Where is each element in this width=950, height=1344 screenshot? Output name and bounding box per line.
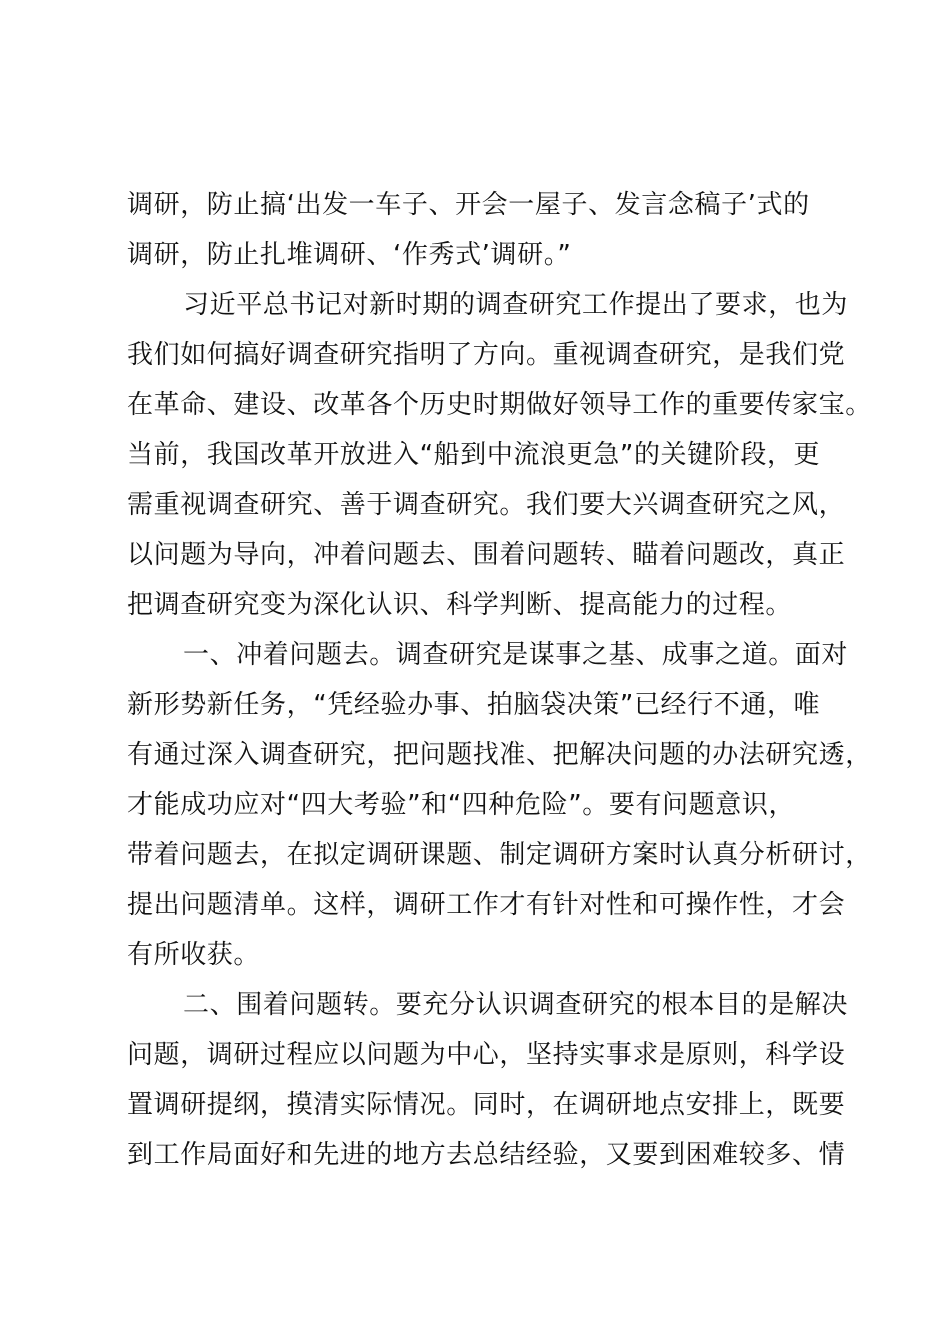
text-line: 才能成功应对“四大考验”和“四种危险”。要有问题意识， <box>127 790 796 820</box>
text-line: 提出问题清单。这样，调研工作才有针对性和可操作性，才会 <box>127 890 846 920</box>
document-body <box>127 180 872 1180</box>
text-line: 需重视调查研究、善于调查研究。我们要大兴调查研究之风， <box>127 490 846 520</box>
text-line: 到工作局面好和先进的地方去总结经验，又要到困难较多、情 <box>127 1140 846 1170</box>
text-line: 问题，调研过程应以问题为中心，坚持实事求是原则，科学设 <box>127 1040 846 1070</box>
text-line: 有所收获。 <box>127 940 261 970</box>
paragraph-start-line: 二、围着问题转。要充分认识调查研究的根本目的是解决 <box>183 990 849 1020</box>
text-line: 调研，防止搞‘出发一车子、开会一屋子、发言念稿子’式的 <box>127 190 810 220</box>
text-line: 在革命、建设、改革各个历史时期做好领导工作的重要传家宝。 <box>127 390 872 420</box>
text-line: 新形势新任务，“凭经验办事、拍脑袋决策”已经行不通，唯 <box>127 690 821 720</box>
text-line: 我们如何搞好调查研究指明了方向。重视调查研究，是我们党 <box>127 340 846 370</box>
text-line: 以问题为导向，冲着问题去、围着问题转、瞄着问题改，真正 <box>127 540 846 570</box>
text-line: 有通过深入调查研究，把问题找准、把解决问题的办法研究透， <box>127 740 872 770</box>
text-line: 带着问题去，在拟定调研课题、制定调研方案时认真分析研讨， <box>127 840 872 870</box>
text-line: 把调查研究变为深化认识、科学判断、提高能力的过程。 <box>127 590 793 620</box>
text-line: 调研，防止扎堆调研、‘作秀式’调研。” <box>127 240 572 270</box>
text-line: 置调研提纲，摸清实际情况。同时，在调研地点安排上，既要 <box>127 1090 846 1120</box>
paragraph-start-line: 一、冲着问题去。调查研究是谋事之基、成事之道。面对 <box>183 640 849 670</box>
text-line: 当前，我国改革开放进入“船到中流浪更急”的关键阶段，更 <box>127 440 821 470</box>
paragraph-start-line: 习近平总书记对新时期的调查研究工作提出了要求，也为 <box>183 290 849 320</box>
